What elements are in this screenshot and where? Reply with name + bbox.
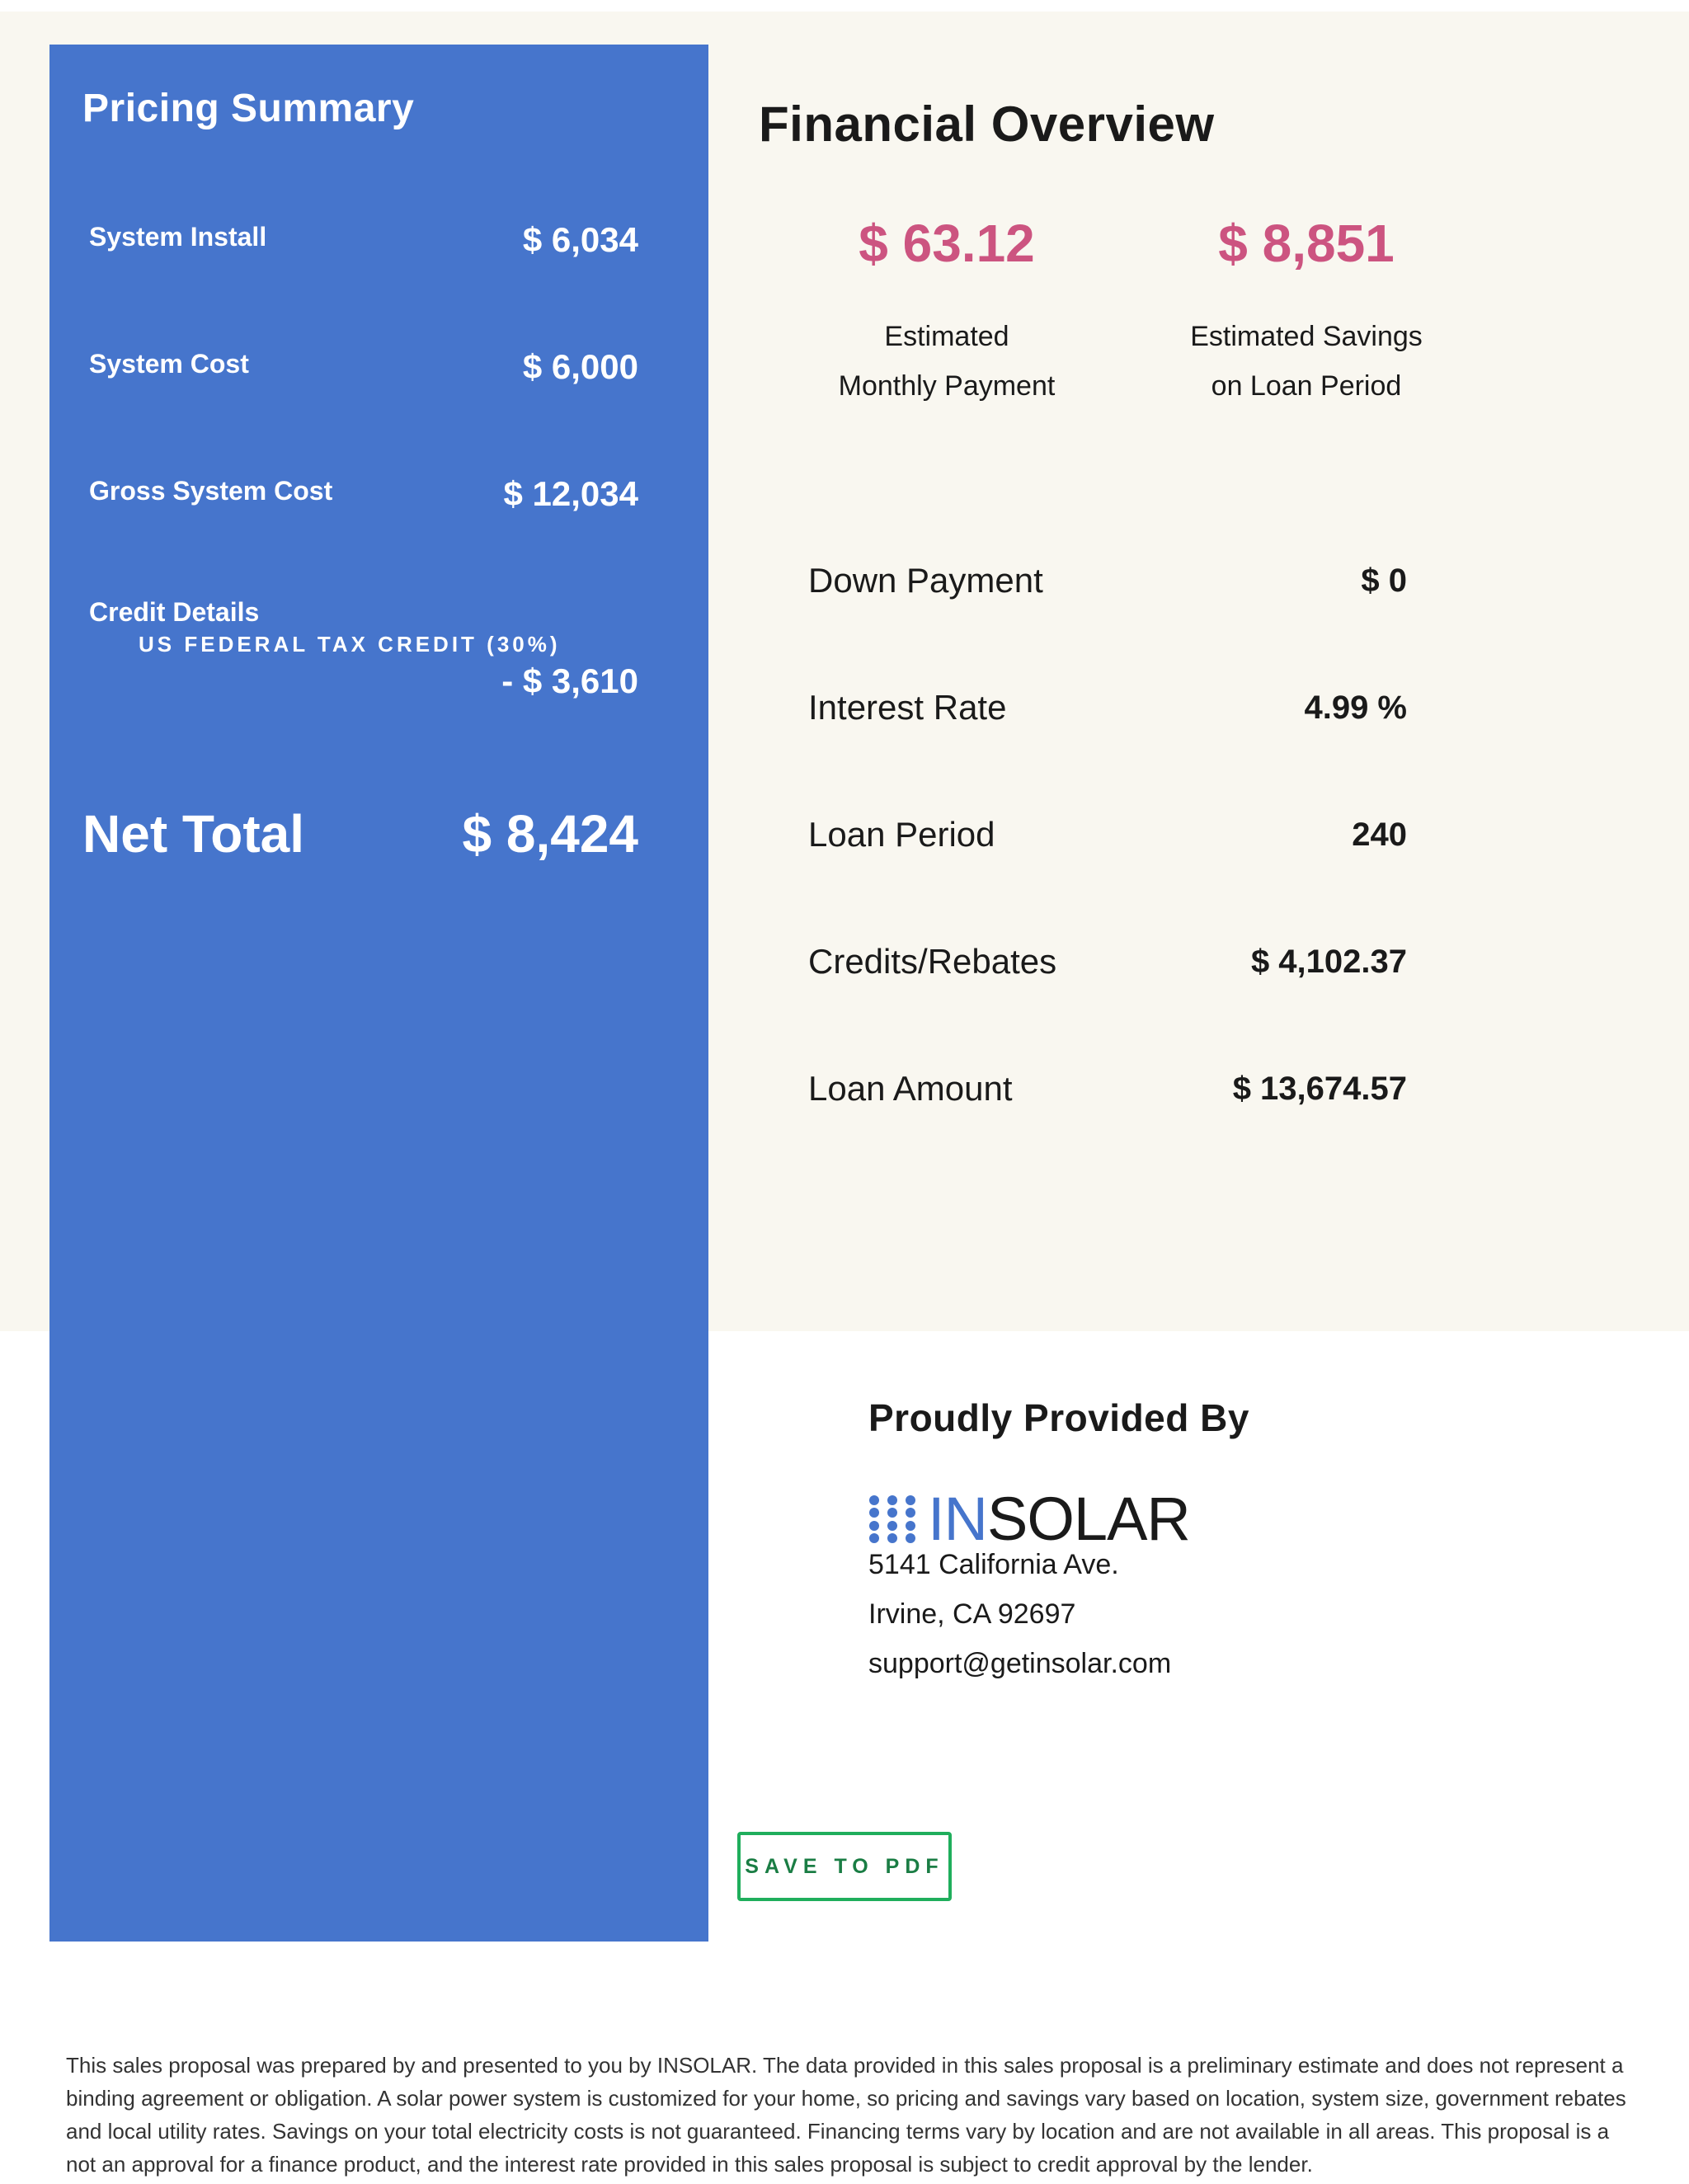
logo-text-solar: SOLAR: [987, 1485, 1190, 1553]
monthly-payment-value: $ 63.12: [859, 214, 1035, 273]
provider-email: support@getinsolar.com: [868, 1648, 1172, 1679]
interest-rate-label: Interest Rate: [808, 688, 1007, 727]
credit-details: [89, 597, 638, 713]
savings-caption-line1: Estimated Savings: [1190, 321, 1423, 352]
insolar-dot-grid-icon: [868, 1494, 918, 1544]
disclaimer-text: This sales proposal was prepared by and presented to you by INSOLAR. The data provided in this sales proposal is a preliminary estimate and does not represent a binding agreement or obligation. A solar power system is customized for your home, so pricing and savings vary based on location, system size, government rebates and local utility rates. Savings on your total electricity costs is not guaranteed. Financing terms vary by location and are not available in all areas. This proposal is a not an approval for a finance product, and the interest rate provided in this sales proposal is subject to credit approval by the lender.: [66, 2053, 1626, 2177]
down-payment-label: Down Payment: [808, 561, 1043, 600]
price-row-gross-system-cost: [89, 468, 638, 517]
net-total-row: [82, 803, 638, 878]
estimated-savings: [1133, 213, 1480, 411]
monthly-payment-caption-line1: Estimated: [884, 321, 1009, 352]
estimated-monthly-payment: [774, 213, 1120, 411]
system-install-value: $ 6,034: [522, 220, 638, 259]
fin-row-interest-rate: [808, 688, 1407, 737]
financial-overview-title: Financial Overview: [759, 96, 1215, 152]
provider-address-line1: 5141 California Ave.: [868, 1549, 1119, 1580]
savings-caption-line2: on Loan Period: [1211, 370, 1402, 402]
federal-tax-credit-label: US FEDERAL TAX CREDIT (30%): [139, 632, 561, 657]
credits-rebates-label: Credits/Rebates: [808, 942, 1057, 981]
federal-tax-credit-value: - $ 3,610: [501, 661, 638, 700]
interest-rate-value: 4.99 %: [1304, 690, 1407, 726]
system-cost-label: System Cost: [89, 349, 249, 379]
net-total-label: Net Total: [82, 804, 305, 864]
loan-amount-label: Loan Amount: [808, 1069, 1013, 1108]
fin-row-down-payment: [808, 561, 1407, 610]
price-row-system-install: [89, 214, 638, 263]
system-cost-value: $ 6,000: [522, 347, 638, 386]
fin-row-credits-rebates: [808, 942, 1407, 991]
down-payment-value: $ 0: [1361, 562, 1407, 599]
pricing-summary-panel: [49, 45, 708, 1942]
fin-row-loan-amount: [808, 1069, 1407, 1118]
savings-caption: [1133, 312, 1480, 411]
price-row-system-cost: [89, 341, 638, 390]
provider-title: Proudly Provided By: [868, 1396, 1249, 1439]
gross-system-cost-value: $ 12,034: [503, 474, 638, 513]
monthly-payment-caption: [774, 312, 1120, 411]
credit-details-title: Credit Details: [89, 597, 260, 627]
gross-system-cost-label: Gross System Cost: [89, 476, 333, 506]
pricing-summary-title: Pricing Summary: [82, 87, 415, 130]
logo-text-in: IN: [928, 1485, 987, 1553]
credits-rebates-value: $ 4,102.37: [1250, 944, 1407, 980]
insolar-logo: [868, 1485, 1215, 1553]
loan-period-value: 240: [1352, 817, 1407, 853]
savings-value: $ 8,851: [1218, 214, 1395, 273]
fin-row-loan-period: [808, 815, 1407, 864]
provider-address-line2: Irvine, CA 92697: [868, 1598, 1076, 1630]
save-to-pdf-button[interactable]: SAVE TO PDF: [737, 1832, 952, 1901]
system-install-label: System Install: [89, 222, 267, 252]
loan-amount-value: $ 13,674.57: [1232, 1071, 1407, 1107]
monthly-payment-caption-line2: Monthly Payment: [838, 370, 1056, 402]
net-total-value: $ 8,424: [462, 804, 638, 864]
loan-period-label: Loan Period: [808, 815, 995, 854]
insolar-wordmark: [928, 1486, 1190, 1552]
